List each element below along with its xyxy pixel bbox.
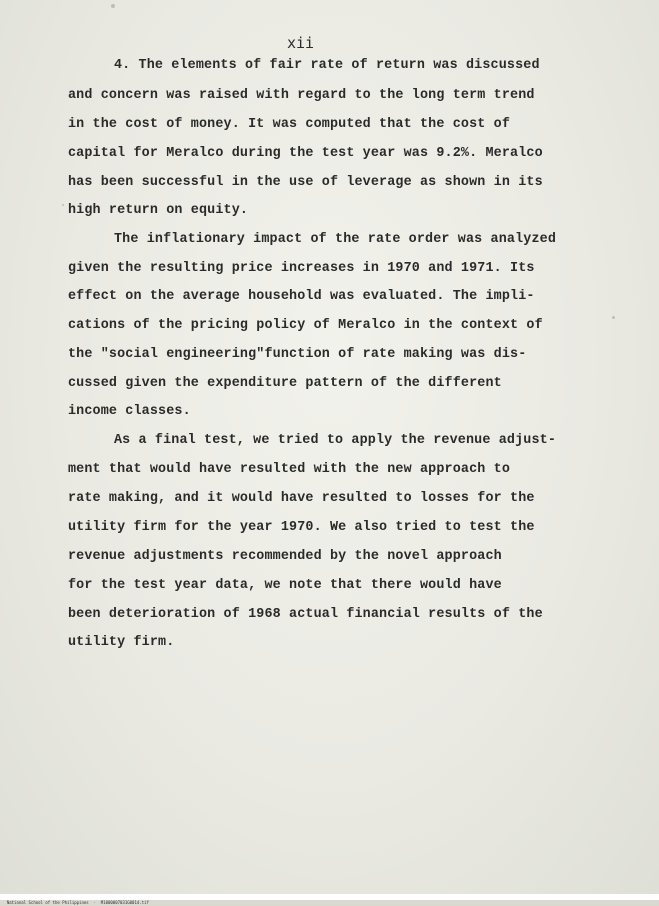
ink-speck <box>62 204 64 206</box>
text-line: been deterioration of 1968 actual financial results of the <box>68 607 543 622</box>
text-line: utility firm for the year 1970. We also tried to test the <box>68 520 535 535</box>
scan-footer <box>0 894 659 905</box>
text-line: in the cost of money. It was computed that the cost of <box>68 117 511 132</box>
text-line: high return on equity. <box>68 203 249 218</box>
text-line: The inflationary impact of the rate order was analyzed <box>114 232 557 247</box>
footer-text: National School of the Philippines · M1000007031G0014.tif <box>6 900 149 905</box>
text-line: for the test year data, we note that there would have <box>68 578 502 593</box>
text-line: ment that would have resulted with the new approach to <box>68 462 511 477</box>
text-line: the "social engineering"function of rate making was dis- <box>68 347 527 362</box>
page-number: xii <box>287 34 315 52</box>
text-line: rate making, and it would have resulted to losses for the <box>68 491 535 506</box>
text-line: 4. The elements of fair rate of return was discussed <box>114 58 540 73</box>
text-line: effect on the average household was evaluated. The impli- <box>68 289 535 304</box>
text-line: revenue adjustments recommended by the novel approach <box>68 549 502 564</box>
text-line: and concern was raised with regard to the long term trend <box>68 88 535 103</box>
text-line: given the resulting price increases in 1970 and 1971. Its <box>68 261 535 276</box>
text-line: As a final test, we tried to apply the revenue adjust- <box>114 433 557 448</box>
text-line: cussed given the expenditure pattern of the different <box>68 376 502 391</box>
text-line: utility firm. <box>68 635 175 650</box>
ink-speck <box>612 316 615 319</box>
ink-speck <box>111 4 115 8</box>
text-line: cations of the pricing policy of Meralco in the context of <box>68 318 543 333</box>
text-line: has been successful in the use of leverage as shown in its <box>68 175 543 190</box>
text-line: income classes. <box>68 404 191 419</box>
text-line: capital for Meralco during the test year was 9.2%. Meralco <box>68 146 543 161</box>
